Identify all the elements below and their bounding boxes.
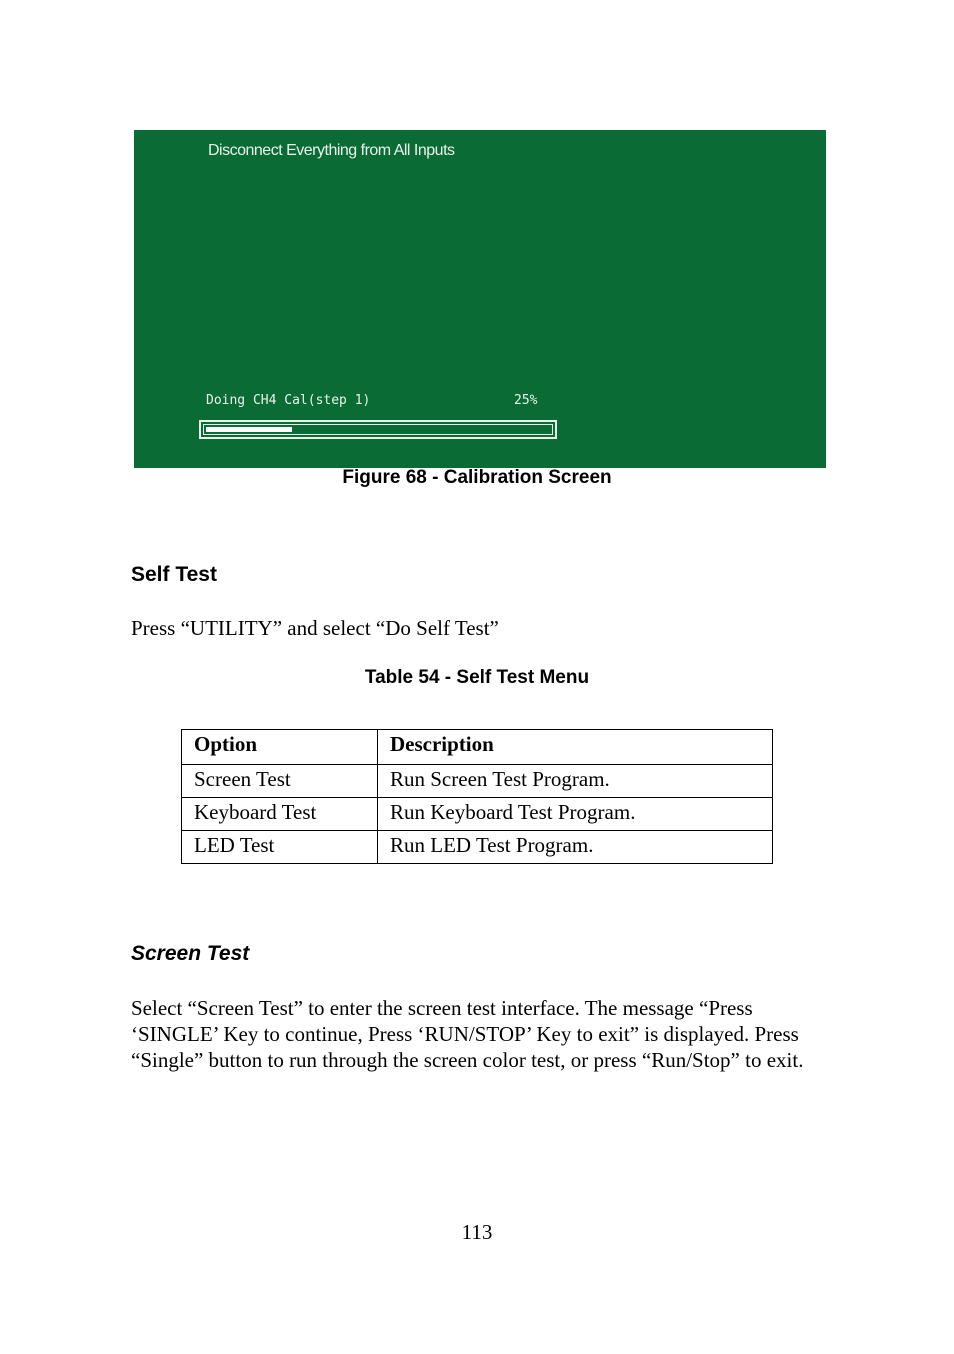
table-header-description: Description xyxy=(378,730,773,765)
calibration-status: Doing CH4 Cal(step 1) xyxy=(206,393,371,408)
page-number: 113 xyxy=(461,1220,493,1244)
progress-bar-fill xyxy=(206,427,292,432)
table-cell-option: LED Test xyxy=(182,831,378,864)
self-test-heading: Self Test xyxy=(131,563,217,586)
table-caption: Table 54 - Self Test Menu xyxy=(364,667,590,688)
table-cell-option: Screen Test xyxy=(182,765,378,798)
table-row xyxy=(182,831,773,864)
table-header-row xyxy=(182,730,773,765)
calibration-screen-figure xyxy=(134,130,826,468)
self-test-menu-table xyxy=(181,729,773,864)
table-row xyxy=(182,765,773,798)
table-cell-description: Run Screen Test Program. xyxy=(378,765,773,798)
screen-test-heading: Screen Test xyxy=(131,942,250,965)
calibration-message: Disconnect Everything from All Inputs xyxy=(208,142,455,159)
calibration-progress-bar xyxy=(199,420,557,439)
progress-bar-inner-frame xyxy=(203,424,553,435)
table-cell-option: Keyboard Test xyxy=(182,798,378,831)
screen-test-paragraph: Select “Screen Test” to enter the screen test interface. The message “Press ‘SINGLE’ Key to continue, Press ‘RUN/STOP’ Key to exit” is displayed. Press “Single” button to run through the screen color test, or press “Run/Stop” to exit. xyxy=(131,996,804,1072)
calibration-percent: 25% xyxy=(514,393,538,408)
table-cell-description: Run LED Test Program. xyxy=(378,831,773,864)
table-row xyxy=(182,798,773,831)
table-header-option: Option xyxy=(182,730,378,765)
table-cell-description: Run Keyboard Test Program. xyxy=(378,798,773,831)
self-test-instruction: Press “UTILITY” and select “Do Self Test” xyxy=(131,616,499,640)
figure-caption: Figure 68 - Calibration Screen xyxy=(342,467,612,488)
